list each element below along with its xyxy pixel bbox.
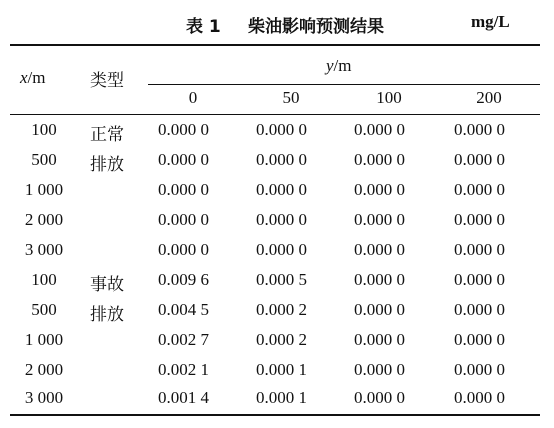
value-cell: 0.000 0 — [158, 210, 209, 229]
x-cell: 1 000 — [24, 330, 64, 349]
x-cell: 3 000 — [24, 388, 64, 407]
value-cell: 0.000 0 — [354, 120, 405, 139]
value-cell: 0.000 0 — [454, 150, 505, 169]
value-cell: 0.000 5 — [256, 270, 307, 289]
x-cell: 2 000 — [24, 210, 64, 229]
value-cell: 0.000 0 — [158, 240, 209, 259]
value-cell: 0.000 0 — [454, 300, 505, 319]
value-cell: 0.000 0 — [354, 388, 405, 407]
x-cell: 2 000 — [24, 360, 64, 379]
x-cell: 1 000 — [24, 180, 64, 199]
value-cell: 0.000 0 — [354, 180, 405, 199]
value-cell: 0.001 4 — [158, 388, 209, 407]
value-cell: 0.000 0 — [354, 240, 405, 259]
value-cell: 0.000 0 — [256, 150, 307, 169]
value-cell: 0.000 0 — [454, 388, 505, 407]
value-cell: 0.000 1 — [256, 360, 307, 379]
value-cell: 0.000 0 — [256, 120, 307, 139]
x-cell: 3 000 — [24, 240, 64, 259]
value-cell: 0.000 0 — [454, 120, 505, 139]
table-row — [0, 384, 554, 414]
value-cell: 0.000 0 — [354, 300, 405, 319]
type-column-header: 类型 — [90, 71, 124, 91]
bottom-rule — [10, 414, 540, 416]
value-cell: 0.000 0 — [454, 240, 505, 259]
table-row — [0, 116, 554, 146]
x-cell: 100 — [31, 270, 57, 289]
y-column-50: 50 — [282, 88, 300, 107]
type-cell: 事故 — [90, 275, 124, 295]
type-cell: 排放 — [90, 305, 124, 325]
value-cell: 0.000 0 — [158, 180, 209, 199]
table-row — [0, 266, 554, 296]
value-cell: 0.009 6 — [158, 270, 209, 289]
table-row — [0, 146, 554, 176]
table-caption — [0, 12, 554, 38]
value-cell: 0.000 0 — [158, 120, 209, 139]
y-symbol: y — [326, 56, 334, 75]
table-number: 表 1 — [186, 17, 221, 37]
value-cell: 0.000 0 — [454, 270, 505, 289]
value-cell: 0.000 1 — [256, 388, 307, 407]
value-cell: 0.002 7 — [158, 330, 209, 349]
value-cell: 0.000 0 — [454, 180, 505, 199]
y-column-group-header — [326, 56, 352, 76]
value-cell: 0.002 1 — [158, 360, 209, 379]
table-row — [0, 206, 554, 236]
x-unit: /m — [27, 68, 46, 87]
header-rule — [10, 114, 540, 115]
table-title: 柴油影响预测结果 — [248, 17, 384, 37]
x-cell: 100 — [31, 120, 57, 139]
value-cell: 0.004 5 — [158, 300, 209, 319]
value-cell: 0.000 0 — [256, 210, 307, 229]
value-cell: 0.000 0 — [354, 150, 405, 169]
value-cell: 0.000 0 — [454, 360, 505, 379]
value-cell: 0.000 2 — [256, 300, 307, 319]
value-cell: 0.000 0 — [354, 270, 405, 289]
table-unit: mg/L — [471, 12, 510, 31]
value-cell: 0.000 2 — [256, 330, 307, 349]
table-row — [0, 296, 554, 326]
y-column-200: 200 — [476, 88, 502, 107]
value-cell: 0.000 0 — [454, 330, 505, 349]
table-row — [0, 326, 554, 356]
x-symbol: x — [20, 68, 28, 87]
type-cell: 排放 — [90, 155, 124, 175]
type-cell: 正常 — [90, 125, 124, 145]
x-cell: 500 — [31, 150, 57, 169]
y-header-rule — [148, 84, 540, 85]
value-cell: 0.000 0 — [256, 240, 307, 259]
value-cell: 0.000 0 — [158, 150, 209, 169]
x-column-header — [20, 68, 46, 88]
x-cell: 500 — [31, 300, 57, 319]
y-unit: /m — [333, 56, 352, 75]
value-cell: 0.000 0 — [354, 210, 405, 229]
top-rule — [10, 44, 540, 46]
value-cell: 0.000 0 — [354, 330, 405, 349]
table-row — [0, 176, 554, 206]
y-column-0: 0 — [188, 88, 198, 107]
value-cell: 0.000 0 — [454, 210, 505, 229]
value-cell: 0.000 0 — [256, 180, 307, 199]
table-row — [0, 356, 554, 386]
table-row — [0, 236, 554, 266]
value-cell: 0.000 0 — [354, 360, 405, 379]
y-column-100: 100 — [376, 88, 402, 107]
